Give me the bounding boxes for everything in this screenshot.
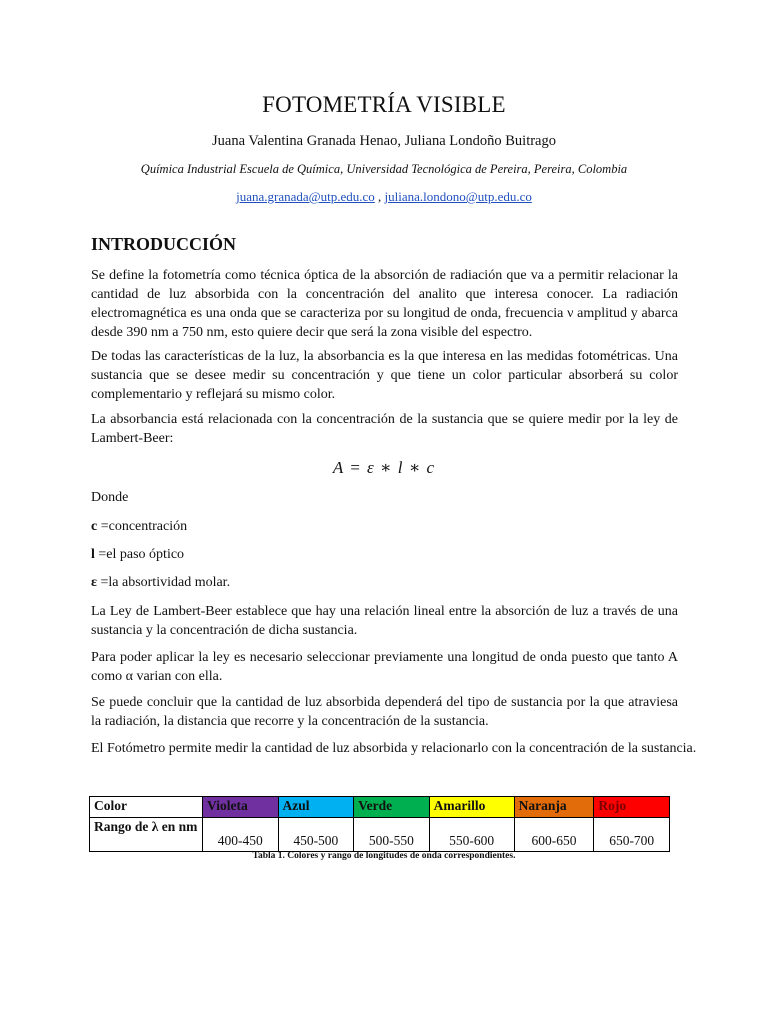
author-list: Juana Valentina Granada Henao, Juliana Londoño Buitrago — [211, 133, 556, 149]
table-header-label: Color — [90, 797, 203, 818]
range-cell-verde: 500-550 — [354, 818, 430, 852]
paragraph-absorbance: De todas las características de la luz, la absorbancia es la que interesa en las medidas fotométricas. Una sustancia que se desee medir su concentración y que tiene un color particular absorberá su color complementario y reflejará su mismo color. — [91, 349, 678, 402]
color-cell-amarillo: Amarillo — [429, 797, 514, 818]
color-wavelength-table — [89, 796, 670, 852]
affiliation: Química Industrial Escuela de Química, Universidad Tecnológica de Pereira, Pereira, Colombia — [140, 162, 628, 176]
paper-title: FOTOMETRÍA VISIBLE — [262, 92, 506, 117]
color-cell-verde: Verde — [354, 797, 430, 818]
range-cell-amarillo: 550-600 — [429, 818, 514, 852]
paragraph-definition: Se define la fotometría como técnica óptica de la absorción de radiación que va a permitir relacionar la cantidad de luz absorbida con la concentración del analito que interesa conocer. La radiación electromagnética es una onda que se caracteriza por su longitud de onda, frecuencia ν amplitud y abarca desde 390 nm a 750 nm, esto quiere decir que será la zona visible del espectro. — [91, 268, 678, 340]
lambert-beer-formula: A = ε ∗ l ∗ c — [332, 458, 436, 477]
range-cell-rojo: 650-700 — [594, 818, 670, 852]
symbol-l: l — [91, 547, 95, 562]
definition-epsilon — [91, 575, 230, 591]
email-link-londono[interactable]: juliana.londono@utp.edu.co — [384, 189, 532, 204]
color-cell-naranja: Naranja — [514, 797, 594, 818]
paragraph-lambert-beer-intro: La absorbancia está relacionada con la concentración de la sustancia que se quiere medir por la ley de Lambert-Beer: — [91, 412, 678, 446]
table-caption: Tabla 1. Colores y rango de longitudes de onda correspondientes. — [252, 851, 516, 861]
definition-c-text: =concentración — [97, 519, 188, 534]
paragraph-wavelength-selection: Para poder aplicar la ley es necesario seleccionar previamente una longitud de onda puesto que tanto A como α varian con ella. — [91, 650, 678, 684]
color-cell-violeta: Violeta — [203, 797, 279, 818]
range-cell-azul: 450-500 — [278, 818, 354, 852]
paragraph-conclusion: Se puede concluir que la cantidad de luz absorbida dependerá del tipo de sustancia por la que atraviesa la radiación, la distancia que recorre y la concentración de la sustancia. — [91, 695, 678, 729]
paragraph-photometer: El Fotómetro permite medir la cantidad de luz absorbida y relacionarlo con la concentración de la sustancia. — [91, 741, 697, 756]
table-header-row — [90, 797, 670, 818]
donde-label: Donde — [91, 490, 129, 505]
section-heading-introduccion: INTRODUCCIÓN — [91, 234, 237, 254]
table-range-row — [90, 818, 670, 852]
table-range-label: Rango de λ en nm — [90, 818, 203, 852]
author-emails — [0, 189, 768, 205]
definition-l — [91, 547, 184, 563]
definition-c — [91, 519, 187, 535]
color-cell-azul: Azul — [278, 797, 354, 818]
definition-l-text: =el paso óptico — [94, 547, 185, 562]
range-cell-naranja: 600-650 — [514, 818, 594, 852]
symbol-c: c — [91, 519, 98, 534]
paragraph-linear-relation: La Ley de Lambert-Beer establece que hay una relación lineal entre la absorción de luz a través de una sustancia y la concentración de dicha sustancia. — [91, 604, 678, 638]
color-cell-rojo: Rojo — [594, 797, 670, 818]
definition-epsilon-text: =la absortividad molar. — [96, 575, 231, 590]
email-separator: , — [374, 189, 385, 204]
symbol-epsilon: ε — [91, 575, 97, 590]
range-cell-violeta: 400-450 — [203, 818, 279, 852]
email-link-granada[interactable]: juana.granada@utp.edu.co — [236, 189, 375, 204]
